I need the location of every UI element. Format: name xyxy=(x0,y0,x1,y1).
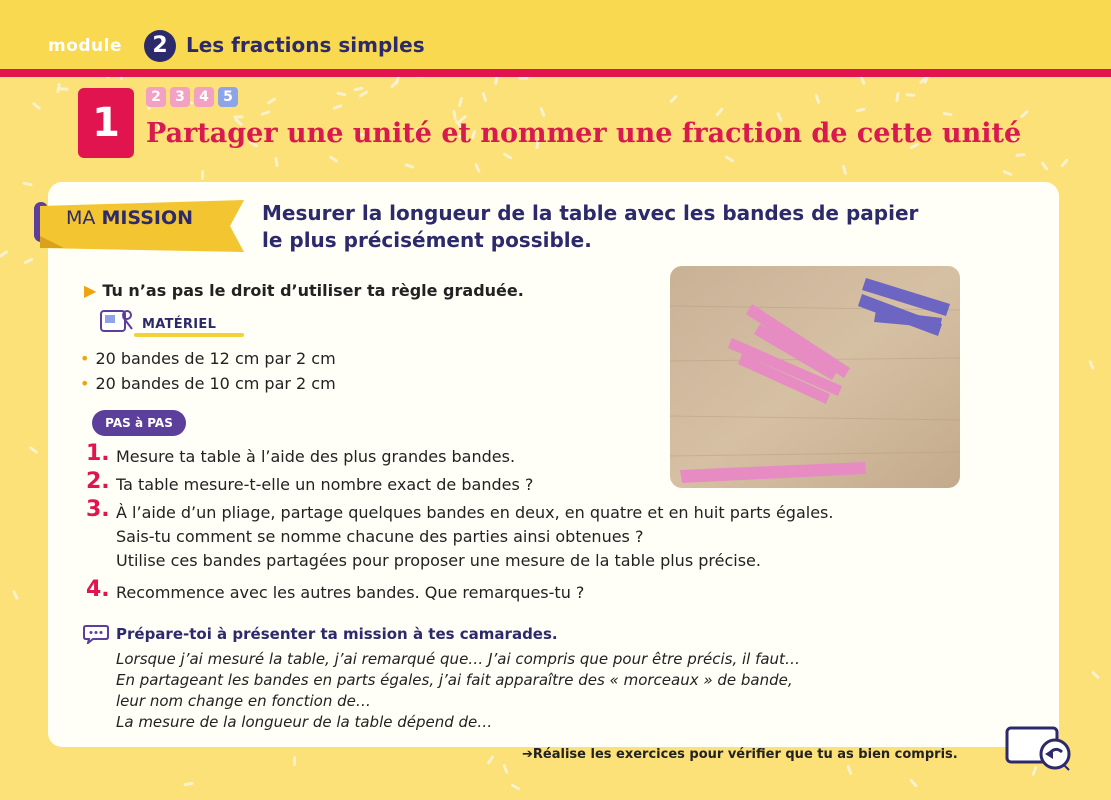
sprinkle xyxy=(32,101,42,110)
return-arrow-icon[interactable] xyxy=(1003,724,1073,772)
sprinkle xyxy=(943,112,953,117)
sprinkle xyxy=(184,781,194,786)
sprinkle xyxy=(274,157,279,167)
step-text: Mesure ta table à l’aide des plus grandes bandes. xyxy=(116,447,516,466)
sprinkle xyxy=(1040,161,1048,171)
sprinkle xyxy=(1003,170,1013,177)
module-number-badge: 2 xyxy=(144,30,176,62)
mission-text-line2: le plus précisément possible. xyxy=(262,228,592,252)
mission-label-prefix: MA xyxy=(66,207,96,229)
sprinkle xyxy=(328,155,338,163)
step-number: 3. xyxy=(86,497,110,522)
step-text: À l’aide d’un pliage, partage quelques bandes en deux, en quatre et en huit parts égales. xyxy=(116,503,834,522)
prepare-line: La mesure de la longueur de la table dépend de… xyxy=(116,713,493,731)
sprinkle xyxy=(23,257,33,264)
sprinkle xyxy=(518,77,528,80)
mission-text xyxy=(262,200,918,254)
header-rule xyxy=(0,69,1111,77)
step-text: Sais-tu comment se nomme chacune des parties ainsi obtenues ? xyxy=(116,527,644,546)
prepare-lines xyxy=(116,649,800,733)
sprinkle xyxy=(266,97,276,105)
list-item: • 20 bandes de 12 cm par 2 cm xyxy=(80,349,336,368)
footer-exercises-link[interactable]: ➔Réalise les exercices pour vérifier que tu as bien compris. xyxy=(522,747,958,762)
rule-line xyxy=(84,281,524,300)
step-2 xyxy=(86,469,833,497)
step-number: 2. xyxy=(86,469,110,494)
prepare-line: Lorsque j’ai mesuré la table, j’ai remarqué que… J’ai compris que pour être précis, il faut… xyxy=(116,650,800,668)
sprinkle xyxy=(503,764,509,774)
lesson-tab-3[interactable]: 3 xyxy=(170,87,190,107)
sprinkle xyxy=(1020,109,1029,118)
step-text: Utilise ces bandes partagées pour proposer une mesure de la table plus précise. xyxy=(116,551,761,570)
lesson-tabs xyxy=(146,87,238,107)
rule-text: Tu n’as pas le droit d’utiliser ta règle graduée. xyxy=(102,281,524,300)
bullet-icon: • xyxy=(80,374,90,393)
sprinkle xyxy=(22,182,32,187)
module-title: Les fractions simples xyxy=(186,33,425,57)
sprinkle xyxy=(201,170,204,180)
prepare-title: Prépare-toi à présenter ta mission à tes camarades. xyxy=(116,625,558,643)
scissors-ruler-icon xyxy=(99,307,135,335)
sprinkle xyxy=(1015,153,1025,157)
sprinkle xyxy=(358,90,368,98)
triangle-arrow-icon: ▶ xyxy=(84,281,97,300)
step-number: 1. xyxy=(86,441,110,466)
materiel-list xyxy=(80,346,336,396)
sprinkle xyxy=(1060,158,1069,168)
sprinkle xyxy=(510,784,520,791)
mission-label xyxy=(66,207,193,229)
pas-a-pas-badge: PAS à PAS xyxy=(92,410,186,436)
step-text: Ta table mesure-t-elle un nombre exact de bandes ? xyxy=(116,475,534,494)
sprinkle xyxy=(895,92,900,102)
sprinkle xyxy=(909,778,918,787)
sprinkle xyxy=(12,590,19,600)
sprinkle xyxy=(59,87,69,91)
sprinkle xyxy=(540,107,546,117)
step-3 xyxy=(86,497,834,573)
sprinkle xyxy=(354,87,364,92)
prepare-line: leur nom change en fonction de… xyxy=(116,692,371,710)
sprinkle xyxy=(0,250,8,258)
lesson-number-box: 1 xyxy=(78,88,134,158)
sprinkle xyxy=(482,92,488,102)
sprinkle xyxy=(669,95,678,104)
mission-label-main: MISSION xyxy=(101,207,194,229)
sprinkle xyxy=(458,96,463,106)
steps-list xyxy=(86,441,834,605)
sprinkle xyxy=(336,91,346,96)
sprinkle xyxy=(1091,671,1100,680)
sprinkle xyxy=(715,108,724,118)
sprinkle xyxy=(486,755,494,765)
bullet-icon: • xyxy=(80,349,90,368)
step-1 xyxy=(86,441,833,469)
sprinkle xyxy=(842,164,847,174)
sprinkle xyxy=(29,446,39,454)
step-number: 4. xyxy=(86,577,110,602)
materiel-title: MATÉRIEL xyxy=(142,317,217,332)
speech-bubble-icon xyxy=(83,624,109,644)
sprinkle xyxy=(332,104,342,110)
sprinkle xyxy=(474,163,481,173)
sprinkle xyxy=(856,107,866,112)
lesson-tab-5[interactable]: 5 xyxy=(218,87,238,107)
lesson-tab-4[interactable]: 4 xyxy=(194,87,214,107)
materiel-underline xyxy=(134,333,244,337)
sprinkle xyxy=(846,765,852,775)
step-4 xyxy=(86,577,833,605)
sprinkle xyxy=(905,93,915,97)
step-text: Recommence avec les autres bandes. Que remarques-tu ? xyxy=(116,583,585,602)
mission-text-line1: Mesurer la longueur de la table avec les bandes de papier xyxy=(262,201,919,225)
sprinkle xyxy=(1088,360,1095,370)
sprinkle xyxy=(260,110,270,116)
sprinkle xyxy=(404,163,414,169)
sprinkle xyxy=(814,94,820,104)
sprinkle xyxy=(293,756,296,766)
sprinkle xyxy=(725,155,735,163)
prepare-line: En partageant les bandes en parts égales, j’ai fait apparaître des « morceaux » de bande, xyxy=(116,671,793,689)
sprinkle xyxy=(503,153,513,161)
lesson-title: Partager une unité et nommer une fraction de cette unité xyxy=(146,118,1022,149)
list-item: • 20 bandes de 10 cm par 2 cm xyxy=(80,374,336,393)
module-word: module xyxy=(48,36,123,56)
lesson-tab-2[interactable]: 2 xyxy=(146,87,166,107)
